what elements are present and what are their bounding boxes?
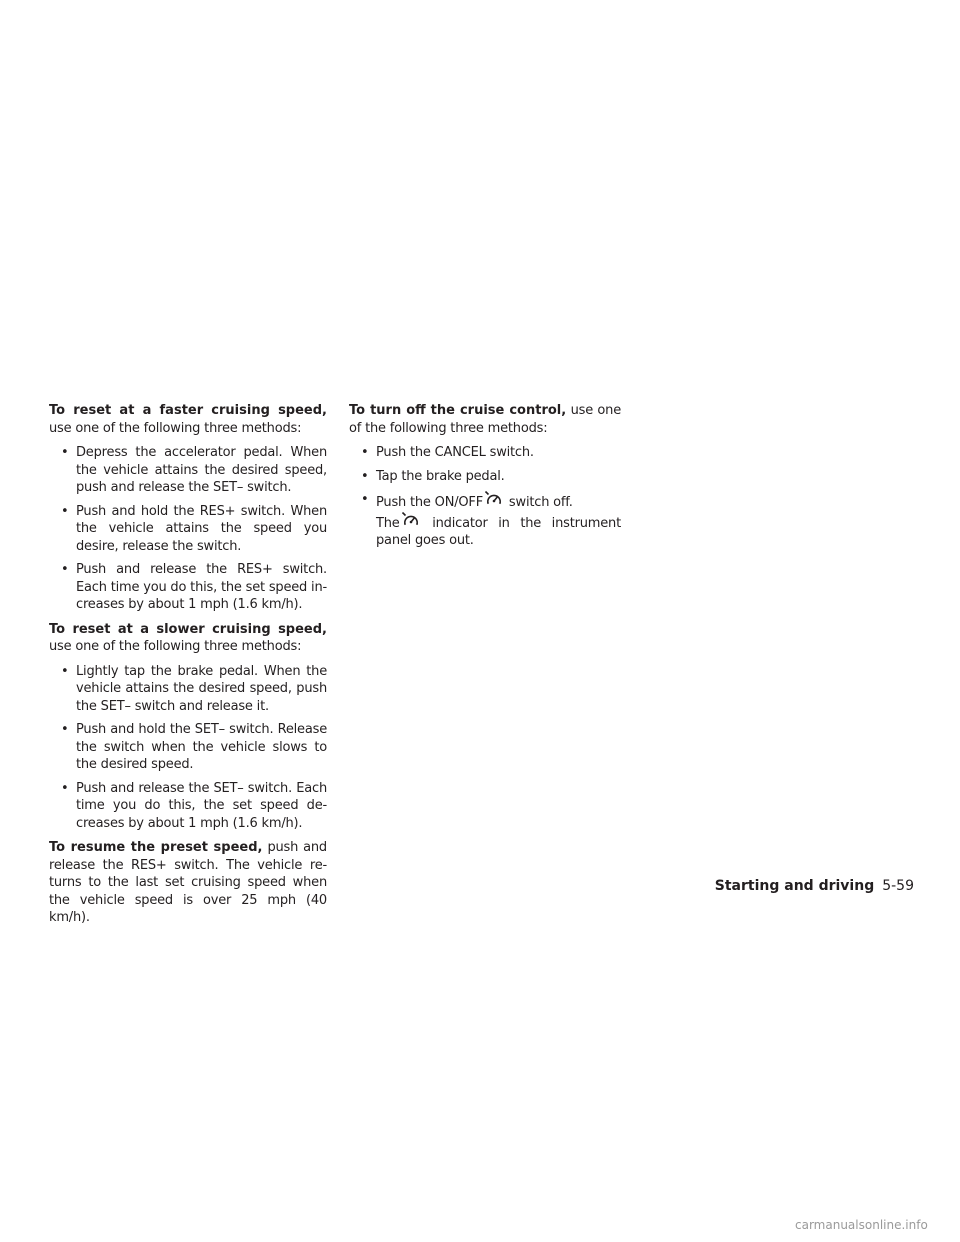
- list-item-text: Push and hold the RES+ switch. When the vehicle attains the speed you desire, release the switch.: [76, 503, 327, 554]
- turn-off-intro: [349, 402, 621, 437]
- slower-speed-heading: To reset at a slower cruising speed,: [49, 621, 327, 637]
- list-item-text: Push and hold the SET– switch. Release the switch when the vehicle slows to the desired speed.: [76, 722, 327, 772]
- bullet: •: [361, 445, 369, 460]
- onoff-before-icon: Push the ON/OFF: [376, 495, 483, 510]
- list-item: [49, 444, 327, 497]
- list-item-text: Push and release the RES+ switch. Each time you do this, the set speed in-creases by about 1 mph (1.6 km/h).: [76, 562, 327, 612]
- slower-speed-intro: [49, 621, 327, 656]
- bullet: •: [361, 492, 369, 507]
- faster-speed-heading: To reset at a faster cruising speed,: [49, 403, 327, 418]
- list-item-text: Push and release the SET– switch. Each time you do this, the set speed de-creases by about 1 mph (1.6 km/h).: [76, 780, 327, 831]
- section-title: Starting and driving: [714, 878, 875, 894]
- page-number: 5-59: [882, 878, 914, 894]
- turn-off-text: use one of the following three methods:: [349, 403, 621, 436]
- list-item: [49, 663, 327, 716]
- list-item-text: Lightly tap the brake pedal. When the vehicle attains the desired speed, push the SET– switch and release it.: [76, 663, 327, 714]
- watermark: carmanualsonline.info: [795, 1218, 928, 1232]
- list-item-text: Depress the accelerator pedal. When the vehicle attains the desired speed, push and release the SET– switch.: [76, 445, 327, 495]
- slower-speed-list: [49, 663, 327, 833]
- list-item-text: Push the CANCEL switch.: [376, 445, 534, 460]
- bullet: •: [61, 722, 69, 737]
- list-item: [49, 503, 327, 556]
- resume-speed-paragraph: [49, 839, 327, 927]
- bullet: •: [61, 503, 69, 519]
- resume-speed-heading: To resume the preset speed,: [49, 840, 263, 855]
- onoff-line2-before: The: [376, 515, 400, 531]
- page-footer: [715, 877, 914, 895]
- list-item: [349, 468, 621, 486]
- bullet: •: [61, 663, 69, 679]
- onoff-after-icon: switch off.: [505, 495, 573, 510]
- onoff-line2-after: indicator in the instrument panel goes out.: [376, 515, 621, 548]
- faster-speed-intro: [49, 402, 327, 437]
- turn-off-heading: To turn off the cruise control,: [349, 403, 567, 418]
- slower-speed-text: use one of the following three methods:: [49, 639, 302, 654]
- faster-speed-text: use one of the following three methods:: [49, 420, 302, 436]
- cruise-control-icon: [402, 512, 420, 529]
- list-item-text: Tap the brake pedal.: [376, 468, 505, 484]
- left-column: [49, 402, 327, 934]
- list-item: [349, 491, 621, 550]
- faster-speed-list: [49, 444, 327, 614]
- list-item: [49, 780, 327, 833]
- turn-off-list: [349, 444, 621, 550]
- bullet: •: [61, 445, 69, 460]
- list-item: [349, 444, 621, 462]
- right-column: [349, 402, 621, 557]
- bullet: •: [61, 780, 69, 796]
- bullet: •: [361, 468, 369, 484]
- list-item: [49, 561, 327, 614]
- list-item: [49, 721, 327, 774]
- cruise-control-icon: [485, 491, 503, 508]
- bullet: •: [61, 562, 69, 577]
- resume-speed-text: push and release the RES+ switch. The vehicle re-turns to the last set cruising speed when the vehicle speed is over 25 mph (40 km/h).: [49, 840, 327, 925]
